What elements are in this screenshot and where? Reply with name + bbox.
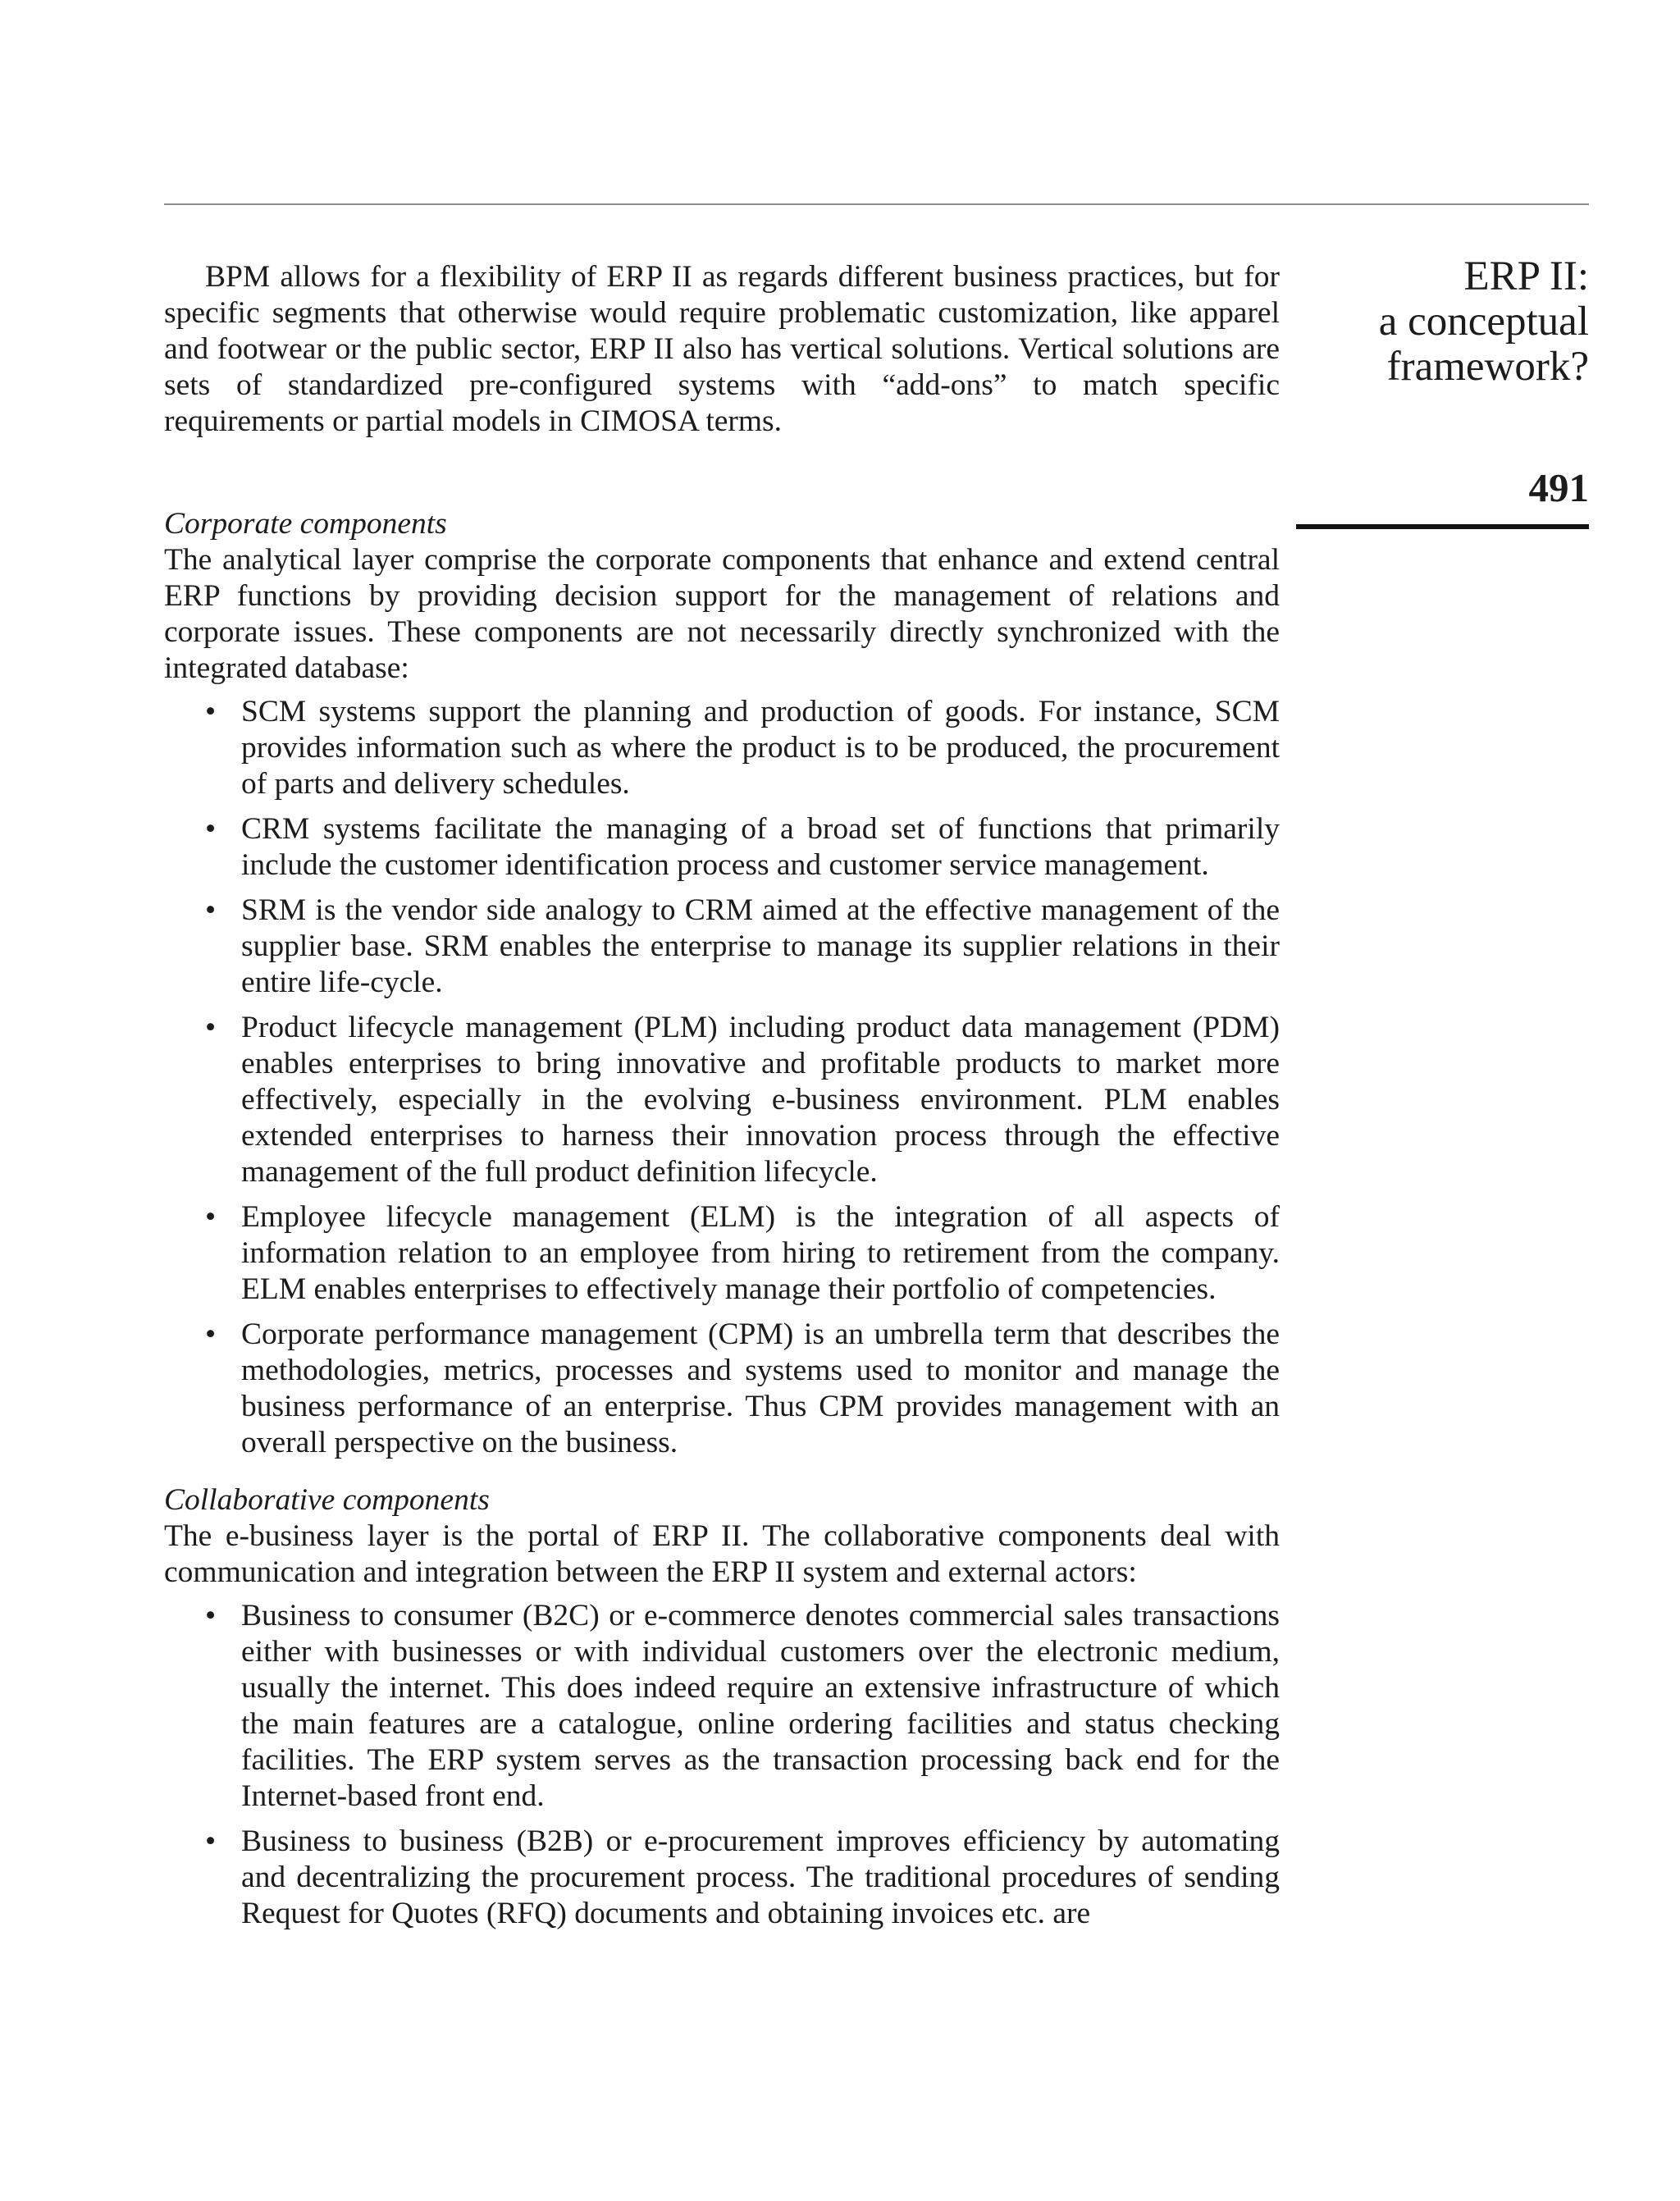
corporate-intro-paragraph: The analytical layer comprise the corporate components that enhance and extend central ERP functions by providing decision support for the management of relations and corporate issues. These components are not necessarily directly synchronized with the integrated database: bbox=[164, 543, 1280, 685]
list-item bbox=[164, 1598, 1280, 1815]
list-item-text: SCM systems support the planning and production of goods. For instance, SCM provides information such as where the product is to be produced, the procurement of parts and delivery schedules. bbox=[241, 695, 1280, 801]
running-title-line-2: a conceptual bbox=[1378, 299, 1589, 345]
list-item-text: Business to business (B2B) or e-procurement improves efficiency by automating and decentralizing the procurement process. The traditional procedures of sending Request for Quotes (RFQ) documents and obtaining invoices etc. are bbox=[241, 1824, 1280, 1930]
list-item bbox=[164, 1317, 1280, 1461]
section-heading-collaborative: Collaborative components bbox=[164, 1483, 490, 1517]
list-item bbox=[164, 1010, 1280, 1190]
bullet-icon: • bbox=[205, 1599, 217, 1632]
list-item bbox=[164, 1199, 1280, 1308]
list-item-text: Product lifecycle management (PLM) including product data management (PDM) enables enterprises to bring innovative and profitable products to market more effectively, especially in the evolving e-business environment. PLM enables extended enterprises to harness their innovation process through the effective management of the full product definition lifecycle. bbox=[241, 1011, 1280, 1189]
list-item-text: Business to consumer (B2C) or e-commerce denotes commercial sales transactions either with businesses or with individual customers over the electronic medium, usually the internet. This does indeed require an extensive infrastructure of which the main features are a catalogue, online ordering facilities and status checking facilities. The ERP system serves as the transaction processing back end for the Internet-based front end. bbox=[241, 1599, 1280, 1813]
bullet-icon: • bbox=[205, 1317, 217, 1351]
list-item-text: Corporate performance management (CPM) is an umbrella term that describes the methodologies, metrics, processes and systems used to monitor and manage the business performance of an enterprise. Thus CPM provides management with an overall perspective on the business. bbox=[241, 1317, 1280, 1459]
list-item bbox=[164, 893, 1280, 1001]
page-number: 491 bbox=[1528, 465, 1589, 510]
header-rule bbox=[164, 203, 1589, 205]
list-item-text: SRM is the vendor side analogy to CRM aimed at the effective management of the supplier base. SRM enables the enterprise to manage its supplier relations in their entire life-cycle. bbox=[241, 893, 1280, 999]
running-title bbox=[1244, 254, 1589, 390]
running-title-line-3: framework? bbox=[1386, 344, 1589, 390]
bullet-icon: • bbox=[205, 1011, 217, 1044]
main-text-column bbox=[164, 259, 1280, 1941]
intro-paragraph: BPM allows for a flexibility of ERP II as regards different business practices, but for specific segments that otherwise would require problematic customization, like apparel and footwear or the public sector, ERP II also has vertical solutions. Vertical solutions are sets of standardized pre-configured systems with “add-ons” to match specific requirements or partial models in CIMOSA terms. bbox=[164, 260, 1280, 438]
list-item bbox=[164, 1824, 1280, 1932]
page-number-rule bbox=[1296, 524, 1589, 529]
section-heading-corporate: Corporate components bbox=[164, 507, 447, 541]
bullet-icon: • bbox=[205, 893, 217, 927]
collaborative-components-list bbox=[164, 1598, 1280, 1932]
corporate-components-list bbox=[164, 694, 1280, 1461]
list-item-text: Employee lifecycle management (ELM) is the integration of all aspects of information relation to an employee from hiring to retirement from the company. ELM enables enterprises to effectively manage their portfolio of competencies. bbox=[241, 1200, 1280, 1306]
running-title-line-1: ERP II: bbox=[1463, 253, 1589, 299]
list-item bbox=[164, 694, 1280, 802]
bullet-icon: • bbox=[205, 695, 217, 728]
bullet-icon: • bbox=[205, 812, 217, 846]
collaborative-intro-paragraph: The e-business layer is the portal of ERP II. The collaborative components deal with communication and integration between the ERP II system and external actors: bbox=[164, 1519, 1280, 1589]
list-item-text: CRM systems facilitate the managing of a broad set of functions that primarily include the customer identification process and customer service management. bbox=[241, 812, 1280, 882]
list-item bbox=[164, 811, 1280, 884]
bullet-icon: • bbox=[205, 1200, 217, 1234]
bullet-icon: • bbox=[205, 1824, 217, 1858]
